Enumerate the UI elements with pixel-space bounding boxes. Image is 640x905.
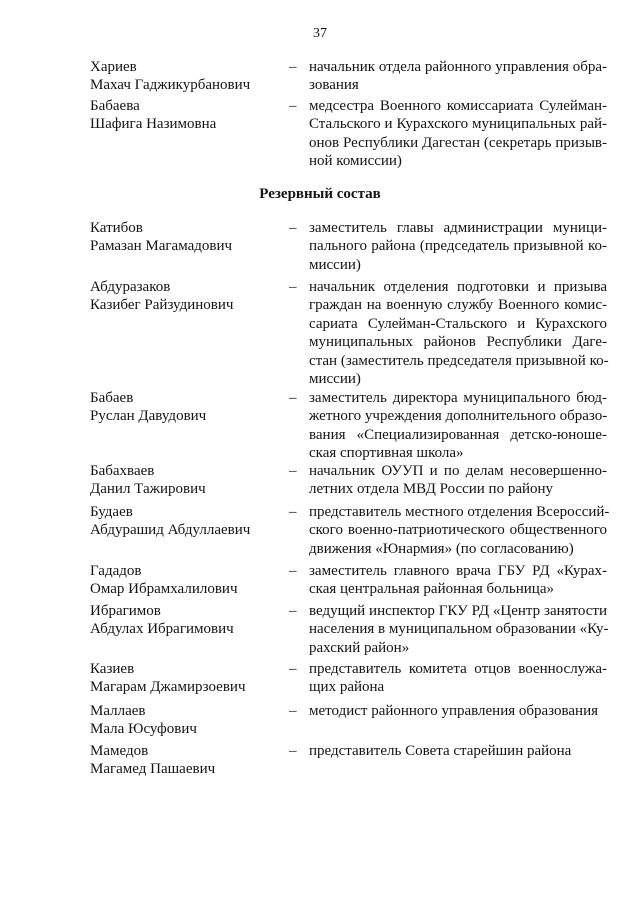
member-given-name: Абдулах Ибрагимович: [90, 621, 234, 638]
member-given-name: Магамед Пашаевич: [90, 761, 216, 778]
member-surname: Бабаева: [90, 98, 140, 114]
role-line: представитель местного отделения Всероссий-: [309, 504, 610, 520]
member-name: [90, 58, 280, 95]
member-surname: Абдуразаков: [90, 279, 171, 295]
member-name: [90, 462, 280, 499]
dash: –: [289, 98, 297, 114]
member-role: [309, 462, 607, 499]
member-given-name: Шафига Назимовна: [90, 116, 217, 133]
dash: –: [289, 703, 297, 719]
role-line: муниципальных районов Республики Даге-: [309, 334, 607, 351]
member-name: [90, 702, 280, 739]
member-surname: Катибов: [90, 220, 143, 236]
member-role: [309, 742, 607, 760]
member-name: [90, 503, 280, 540]
role-line: методист районного управления образования: [309, 703, 599, 719]
role-line: медсестра Военного комиссариата Сулейман-: [309, 98, 607, 114]
member-given-name: Руслан Давудович: [90, 408, 207, 425]
role-line: населения в муниципальном образовании «Ку-: [309, 621, 609, 638]
member-role: [309, 219, 607, 274]
role-line: миссии): [309, 371, 361, 388]
role-line: движения «Юнармия» (по согласованию): [309, 540, 574, 557]
role-line: щих района: [309, 679, 385, 696]
member-given-name: Махач Гаджикурбанович: [90, 77, 251, 94]
role-line: ская центральная районная больница»: [309, 581, 554, 598]
member-given-name: Данил Тажирович: [90, 481, 206, 498]
role-line: ной комиссии): [309, 153, 402, 170]
member-name: [90, 219, 280, 256]
member-surname: Мамедов: [90, 743, 149, 759]
member-given-name: Магарам Джамирзоевич: [90, 679, 246, 696]
role-line: представитель Совета старейшин района: [309, 743, 572, 759]
page-number: 37: [313, 26, 327, 41]
role-line: заместитель директора муниципального бюд-: [309, 390, 607, 406]
member-role: [309, 660, 607, 697]
role-line: онов Республики Дагестан (секретарь призыв-: [309, 134, 607, 151]
member-name: [90, 602, 280, 639]
member-surname: Ибрагимов: [90, 603, 161, 619]
member-name: [90, 742, 280, 779]
member-given-name: Омар Ибрамхалилович: [90, 581, 238, 598]
member-name: [90, 278, 280, 315]
member-given-name: Рамазан Магамадович: [90, 238, 233, 255]
member-role: [309, 503, 610, 558]
role-line: Стальского и Курахского муниципальных рай-: [309, 116, 607, 133]
role-line: рахский район»: [309, 639, 410, 656]
member-surname: Гададов: [90, 563, 142, 579]
dash: –: [289, 59, 297, 75]
role-line: начальник отдела районного управления обра-: [309, 59, 607, 75]
role-line: жетного учреждения дополнительного образо-: [309, 408, 608, 425]
role-line: представитель комитета отцов военнослужа-: [309, 661, 607, 677]
dash: –: [289, 603, 297, 619]
role-line: граждан на военную службу Военного комис-: [309, 297, 607, 314]
dash: –: [289, 743, 297, 759]
member-given-name: Казибег Райзудинович: [90, 297, 234, 314]
dash: –: [289, 390, 297, 406]
role-line: летних отдела МВД России по району: [309, 481, 554, 498]
member-given-name: Мала Юсуфович: [90, 721, 197, 738]
role-line: начальник отделения подготовки и призыва: [309, 279, 607, 295]
member-name: [90, 562, 280, 599]
role-line: начальник ОУУП и по делам несовершенно-: [309, 463, 607, 479]
member-role: [309, 97, 607, 171]
member-name: [90, 660, 280, 697]
member-surname: Бабахваев: [90, 463, 155, 479]
dash: –: [289, 563, 297, 579]
role-line: стан (заместитель председателя призывной ко-: [309, 352, 609, 369]
member-surname: Хариев: [90, 59, 137, 75]
dash: –: [289, 220, 297, 236]
member-role: [309, 58, 607, 95]
role-line: ведущий инспектор ГКУ РД «Центр занятости: [309, 603, 607, 619]
member-role: [309, 389, 607, 463]
role-line: вания «Специализированная детско-юноше-: [309, 426, 607, 443]
member-role: [309, 278, 607, 388]
role-line: ская спортивная школа»: [309, 445, 464, 462]
role-line: сариата Сулейман-Стальского и Курахского: [309, 315, 607, 332]
dash: –: [289, 661, 297, 677]
member-name: [90, 389, 280, 426]
member-given-name: Абдурашид Абдуллаевич: [90, 522, 251, 539]
role-line: миссии): [309, 256, 361, 273]
member-role: [309, 562, 607, 599]
dash: –: [289, 504, 297, 520]
member-role: [309, 602, 607, 657]
role-line: заместитель главного врача ГБУ РД «Курах-: [309, 563, 607, 579]
role-line: заместитель главы администрации муници-: [309, 220, 607, 236]
dash: –: [289, 463, 297, 479]
member-name: [90, 97, 280, 134]
role-line: ского военно-патриотического общественного: [309, 522, 607, 539]
member-surname: Казиев: [90, 661, 135, 677]
member-surname: Будаев: [90, 504, 133, 520]
role-line: зования: [309, 77, 359, 94]
role-line: пального района (председатель призывной ко-: [309, 238, 607, 255]
member-surname: Маллаев: [90, 703, 146, 719]
member-role: [309, 702, 607, 720]
member-surname: Бабаев: [90, 390, 134, 406]
section-title-reserve: Резервный состав: [259, 186, 381, 202]
dash: –: [289, 279, 297, 295]
